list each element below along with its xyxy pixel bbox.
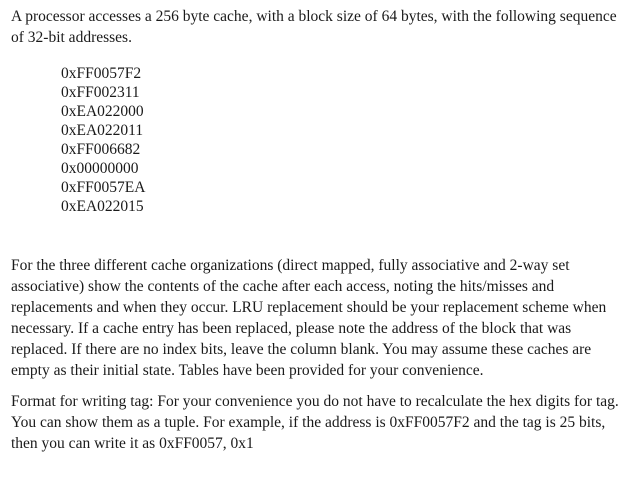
address-item: 0xFF0057F2 [61,65,142,82]
address-item: 0xFF006682 [61,141,141,158]
document-page [11,6,629,454]
instructions-paragraph: For the three different cache organizations (direct mapped, fully associative and 2-way set associative) show the contents of the cache after each access, noting the hits/misses and replacements and when they occur. LRU replacement should be your replacement scheme when necessary. If a cache entry has been replaced, please note the address of the block that was replaced. If there are no index bits, leave the column blank. You may assume these caches are empty as their initial state. Tables have been provided for your convenience. [11,257,607,379]
tag-format-paragraph: Format for writing tag: For your convenience you do not have to recalculate the hex digits for tag. You can show them as a tuple. For example, if the address is 0xFF0057F2 and the tag is 25 bits, then you can write it as 0xFF0057, 0x1 [11,393,619,452]
intro-paragraph: A processor accesses a 256 byte cache, with a block size of 64 bytes, with the following sequence of 32-bit addresses. [11,8,617,46]
address-item: 0xEA022011 [61,122,144,139]
address-item: 0xFF0057EA [61,179,146,196]
address-list [61,64,629,216]
address-item: 0x00000000 [61,160,139,177]
address-item: 0xEA022000 [61,103,144,120]
address-item: 0xEA022015 [61,198,144,215]
address-item: 0xFF002311 [61,84,140,101]
